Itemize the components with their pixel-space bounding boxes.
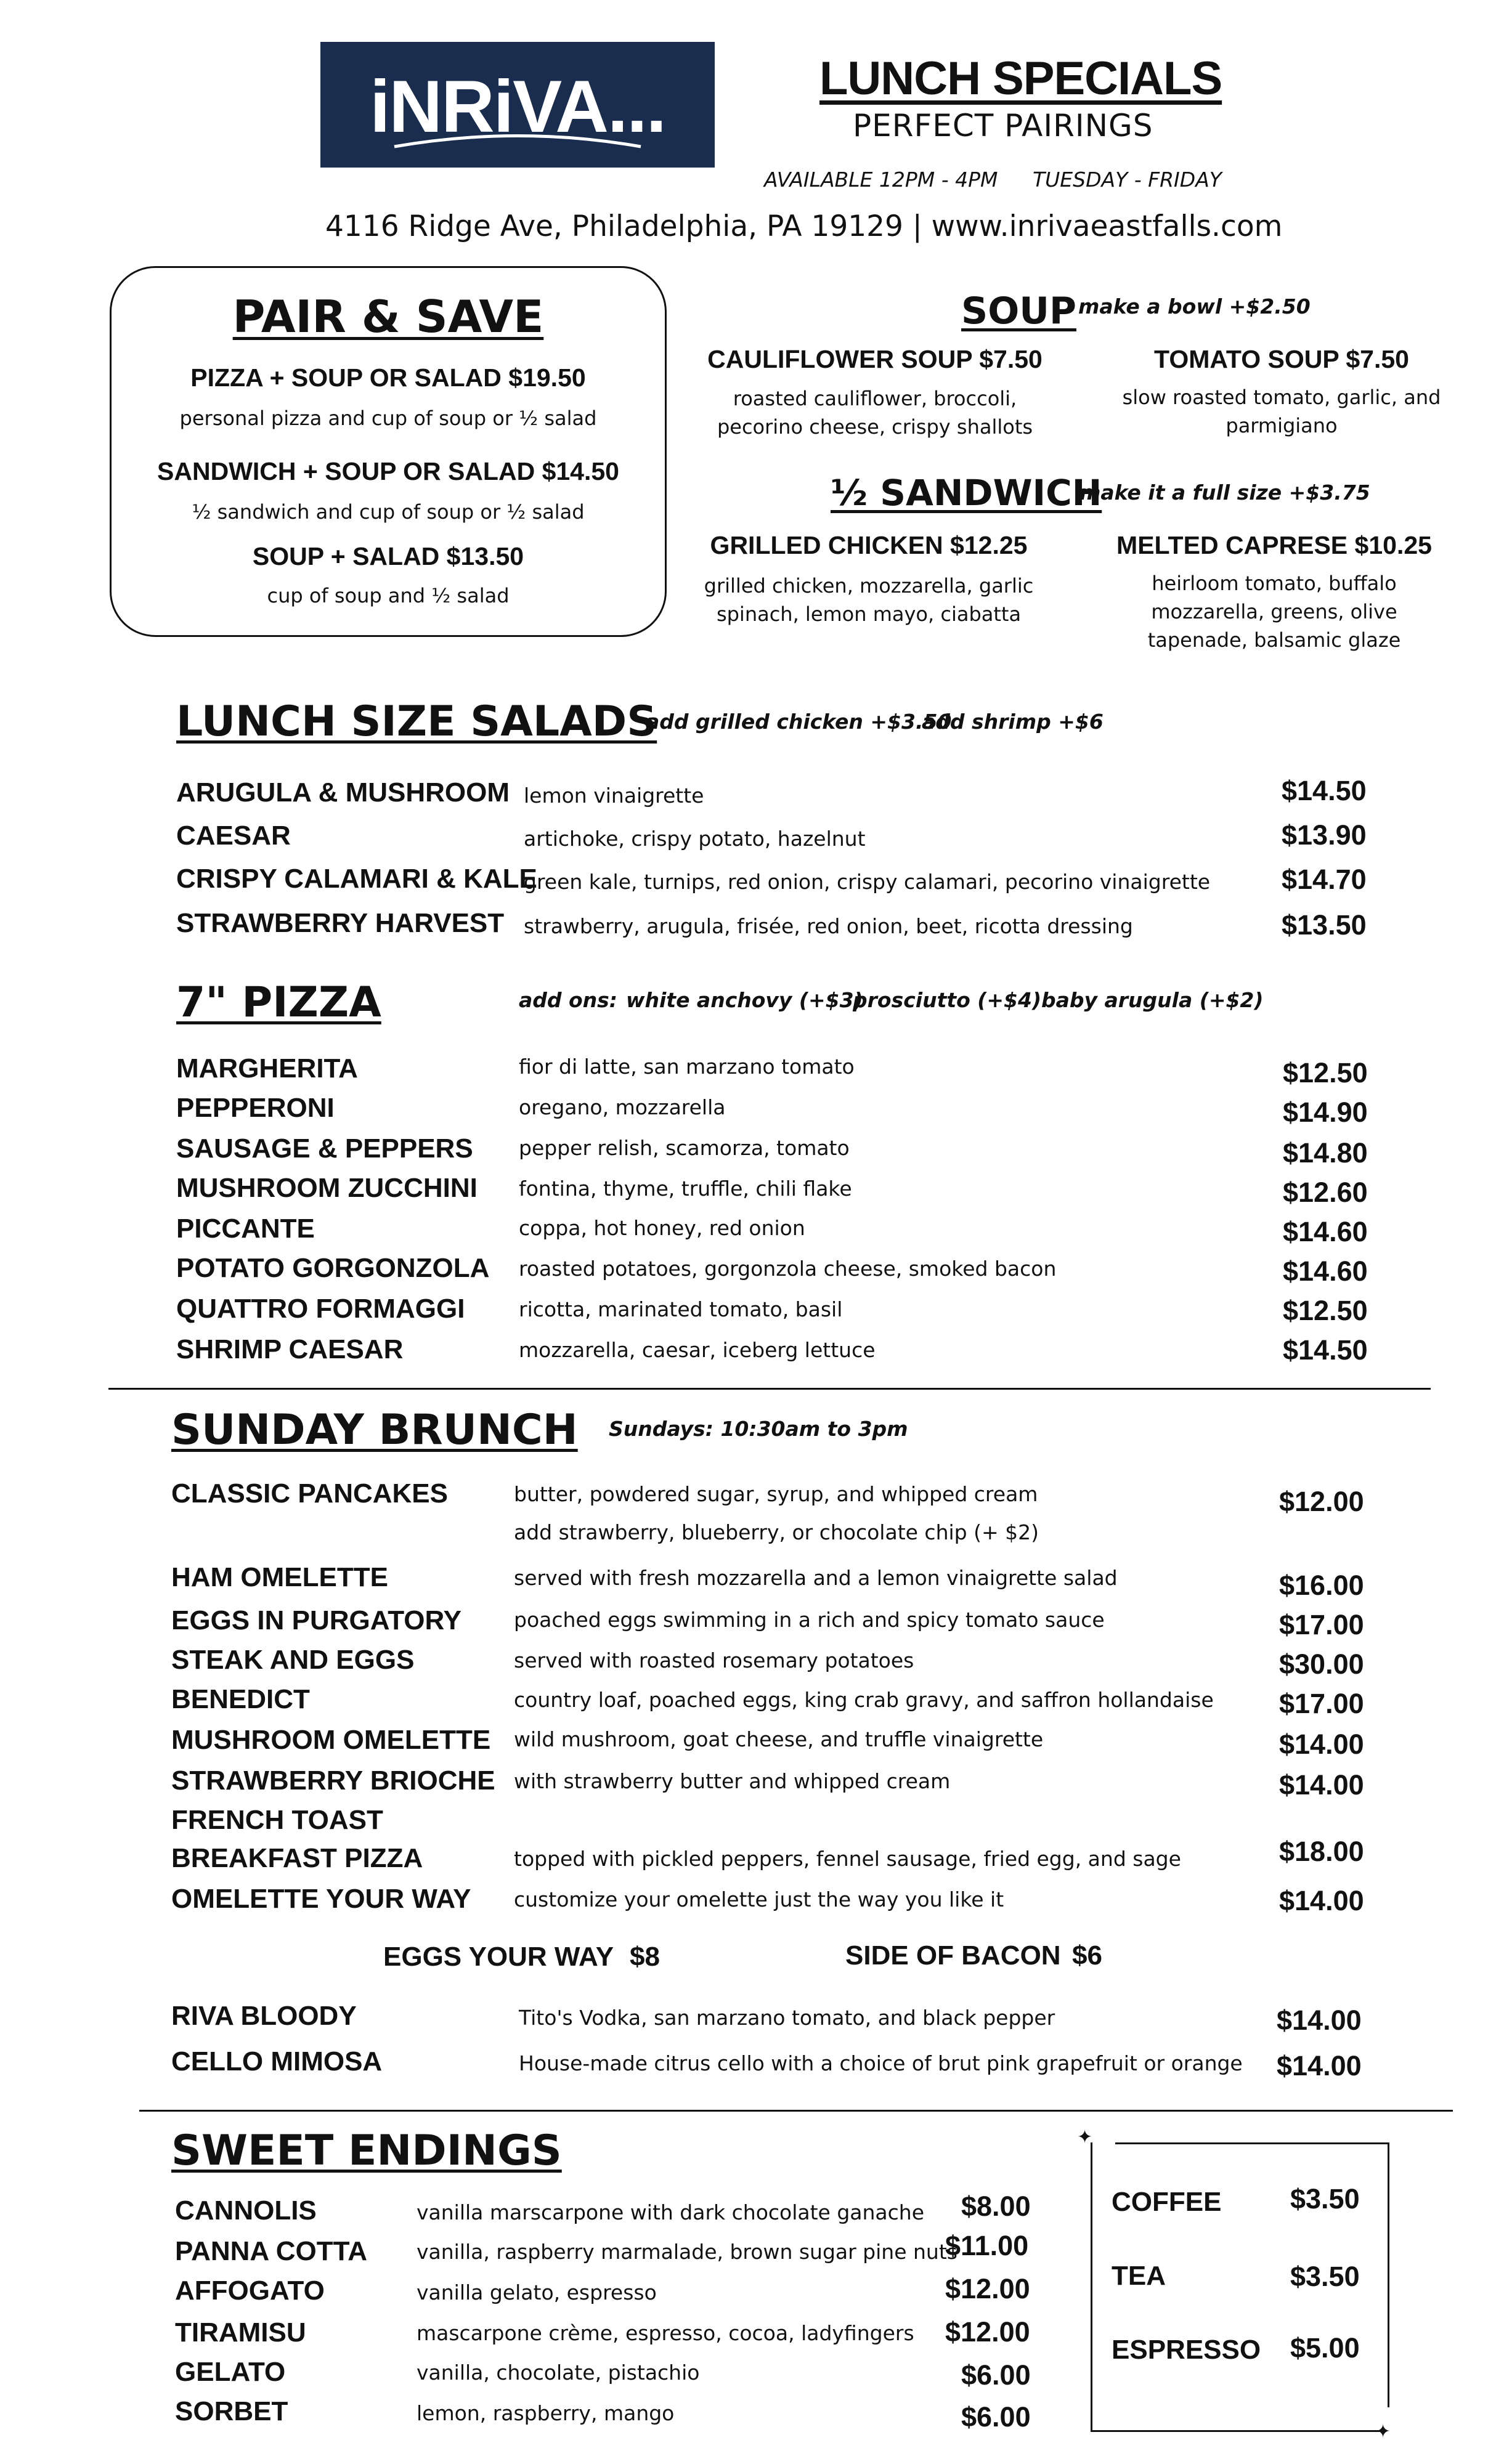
menu-item-name: CLASSIC PANCAKES: [171, 1478, 449, 1509]
menu-item-price: $17.00: [1279, 1609, 1364, 1640]
menu-item-desc: vanilla gelato, espresso: [417, 2280, 657, 2304]
menu-item-price: $12.00: [945, 2316, 1030, 2348]
soup-item-desc: slow roasted tomato, garlic, and: [1122, 386, 1441, 409]
menu-item-desc: strawberry, arugula, frisée, red onion, beet, ricotta dressing: [524, 914, 1133, 938]
logo-wordmark: iNRiVA...: [370, 65, 665, 148]
menu-item-price: $14.60: [1283, 1216, 1368, 1247]
menu-item-price: $8: [630, 1942, 660, 1972]
menu-item-price: $6.00: [961, 2359, 1031, 2391]
menu-item-name: ESPRESSO: [1112, 2335, 1261, 2365]
sandwich-item-desc: mozzarella, greens, olive: [1151, 600, 1397, 623]
sparkle-icon: ✦: [1375, 2421, 1391, 2442]
soup-title: SOUP: [961, 290, 1076, 333]
pair-save-title: PAIR & SAVE: [232, 291, 544, 342]
menu-item-price: $14.80: [1283, 1137, 1368, 1169]
menu-item-price: $14.90: [1283, 1096, 1368, 1128]
menu-item-desc: vanilla, raspberry marmalade, brown sugar pine nuts: [417, 2240, 957, 2264]
address-line: 4116 Ridge Ave, Philadelphia, PA 19129 | www.inrivaeastfalls.com: [325, 209, 1283, 243]
menu-item-price: $18.00: [1279, 1836, 1364, 1867]
pair-item-name: SOUP + SALAD $13.50: [252, 542, 524, 570]
menu-item-price: $6: [1072, 1940, 1102, 1971]
sweet-title: SWEET ENDINGS: [171, 2126, 562, 2175]
menu-item-name: SAUSAGE & PEPPERS: [176, 1133, 473, 1164]
menu-item-name: EGGS YOUR WAY: [383, 1942, 614, 1972]
menu-item-desc: green kale, turnips, red onion, crispy calamari, pecorino vinaigrette: [524, 870, 1211, 894]
page-subtitle: PERFECT PAIRINGS: [853, 108, 1153, 144]
menu-item-desc: roasted potatoes, gorgonzola cheese, smoked bacon: [519, 1257, 1057, 1281]
menu-item-price: $14.70: [1282, 864, 1367, 895]
menu-item-price: $14.50: [1283, 1334, 1368, 1366]
menu-item-price: $14.00: [1277, 2050, 1362, 2081]
menu-item-price: $14.00: [1279, 1885, 1364, 1916]
menu-item-name: STRAWBERRY HARVEST: [176, 908, 505, 938]
salads-note: add shrimp +$6: [922, 710, 1104, 734]
menu-item-price: $14.00: [1277, 2004, 1362, 2036]
sandwich-item-name: MELTED CAPRESE $10.25: [1116, 531, 1432, 559]
menu-item-name: AFFOGATO: [175, 2276, 325, 2306]
menu-item-name: PEPPERONI: [176, 1093, 335, 1123]
box-border-bottom: [1091, 2430, 1381, 2432]
menu-item-name: EGGS IN PURGATORY: [171, 1605, 462, 1635]
menu-item-desc: butter, powdered sugar, syrup, and whipped cream: [514, 1482, 1038, 1506]
menu-item-name: RIVA BLOODY: [171, 2001, 357, 2031]
menu-item-desc: lemon, raspberry, mango: [417, 2401, 675, 2425]
menu-item-name: QUATTRO FORMAGGI: [176, 1294, 465, 1324]
menu-item-name: SIDE OF BACON: [845, 1940, 1061, 1971]
sandwich-title: ½ SANDWICH: [831, 472, 1102, 514]
menu-item-price: $8.00: [961, 2190, 1031, 2222]
menu-item-desc: mascarpone crème, espresso, cocoa, ladyfingers: [417, 2321, 914, 2345]
menu-item-name: SORBET: [175, 2396, 288, 2426]
menu-item-desc: fontina, thyme, truffle, chili flake: [519, 1177, 852, 1201]
menu-item-name: STEAK AND EGGS: [171, 1645, 415, 1675]
pizza-addons-label: add ons:: [519, 988, 618, 1012]
menu-item-name: MUSHROOM ZUCCHINI: [176, 1173, 478, 1203]
menu-item-desc: vanilla marscarpone with dark chocolate ganache: [417, 2200, 925, 2224]
soup-item-desc: pecorino cheese, crispy shallots: [717, 415, 1033, 439]
brunch-title: SUNDAY BRUNCH: [171, 1406, 578, 1454]
available-days: TUESDAY - FRIDAY: [1033, 168, 1222, 192]
sparkle-icon: ✦: [1077, 2126, 1093, 2148]
pizza-addon: prosciutto (+$4): [853, 988, 1042, 1012]
menu-item-name: BREAKFAST PIZZA: [171, 1843, 423, 1873]
menu-item-name: PANNA COTTA: [175, 2236, 368, 2266]
menu-item-desc: Tito's Vodka, san marzano tomato, and black pepper: [519, 2006, 1055, 2030]
menu-item-price: $12.00: [945, 2273, 1030, 2304]
soup-item-name: CAULIFLOWER SOUP $7.50: [707, 345, 1043, 373]
menu-item-desc: lemon vinaigrette: [524, 784, 704, 808]
menu-item-name: OMELETTE YOUR WAY: [171, 1884, 471, 1914]
pair-item-desc: cup of soup and ½ salad: [267, 584, 510, 607]
salads-note: add grilled chicken +$3.50: [646, 710, 952, 734]
menu-item-name: ARUGULA & MUSHROOM: [176, 777, 510, 808]
menu-item-desc: customize your omelette just the way you like it: [514, 1887, 1004, 1911]
menu-item-desc: served with fresh mozzarella and a lemon vinaigrette salad: [514, 1566, 1118, 1590]
menu-item-desc: wild mushroom, goat cheese, and truffle vinaigrette: [514, 1727, 1044, 1751]
pair-save-section: [110, 291, 667, 342]
brunch-note: Sundays: 10:30am to 3pm: [609, 1417, 908, 1441]
menu-item-price: $12.00: [1279, 1486, 1364, 1517]
menu-item-price: $6.00: [961, 2401, 1031, 2433]
menu-item-price: $14.50: [1282, 775, 1367, 806]
sandwich-note: make it a full size +$3.75: [1079, 480, 1370, 505]
menu-item-name: PICCANTE: [176, 1214, 315, 1244]
available-hours: AVAILABLE 12PM - 4PM: [764, 168, 998, 192]
pizza-title: 7" PIZZA: [176, 978, 381, 1027]
menu-item-desc: country loaf, poached eggs, king crab gravy, and saffron hollandaise: [514, 1688, 1214, 1712]
menu-item-name: GELATO: [175, 2357, 286, 2387]
pizza-addon: white anchovy (+$3): [626, 988, 863, 1012]
pair-item-desc: ½ sandwich and cup of soup or ½ salad: [192, 500, 585, 524]
menu-item-price: $14.00: [1279, 1769, 1364, 1801]
menu-item-price: $30.00: [1279, 1648, 1364, 1680]
menu-item-desc: oregano, mozzarella: [519, 1095, 726, 1119]
menu-item-price: $12.60: [1283, 1177, 1368, 1208]
box-border-right: [1388, 2142, 1389, 2407]
menu-item-price: $3.50: [1290, 2261, 1360, 2292]
menu-item-price: $14.00: [1279, 1728, 1364, 1760]
menu-item-name: HAM OMELETTE: [171, 1562, 388, 1592]
menu-item-desc: House-made citrus cello with a choice of brut pink grapefruit or orange: [519, 2051, 1243, 2075]
menu-item-desc: artichoke, crispy potato, hazelnut: [524, 827, 866, 851]
menu-item-price: $12.50: [1283, 1295, 1368, 1326]
menu-item-price: $11.00: [945, 2230, 1029, 2261]
menu-item-desc: add strawberry, blueberry, or chocolate chip (+ $2): [514, 1520, 1039, 1544]
menu-item-desc: ricotta, marinated tomato, basil: [519, 1297, 843, 1321]
box-border-left: [1091, 2142, 1092, 2432]
sandwich-item-desc: spinach, lemon mayo, ciabatta: [716, 602, 1022, 626]
menu-item-desc: pepper relish, scamorza, tomato: [519, 1136, 850, 1160]
sandwich-item-desc: tapenade, balsamic glaze: [1147, 628, 1401, 652]
menu-item-desc: with strawberry butter and whipped cream: [514, 1769, 951, 1793]
menu-item-desc: fior di latte, san marzano tomato: [519, 1055, 855, 1079]
soup-item-desc: parmigiano: [1226, 414, 1338, 437]
menu-item-name: COFFEE: [1112, 2187, 1222, 2217]
pizza-addon: baby arugula (+$2): [1041, 988, 1264, 1012]
soup-item-desc: roasted cauliflower, broccoli,: [733, 387, 1017, 410]
menu-item-price: $3.50: [1290, 2183, 1360, 2215]
section-divider: [108, 1388, 1431, 1390]
page-title: LUNCH SPECIALS: [819, 52, 1222, 105]
salads-title: LUNCH SIZE SALADS: [176, 697, 657, 746]
menu-item-price: $17.00: [1279, 1688, 1364, 1719]
section-divider: [139, 2110, 1453, 2112]
menu-item-desc: coppa, hot honey, red onion: [519, 1216, 805, 1240]
pair-item-desc: personal pizza and cup of soup or ½ salad: [179, 407, 597, 430]
menu-item-name: CANNOLIS: [175, 2195, 317, 2226]
menu-item-price: $14.60: [1283, 1255, 1368, 1287]
menu-item-name: CRISPY CALAMARI & KALE: [176, 864, 537, 894]
menu-item-name: CELLO MIMOSA: [171, 2046, 383, 2077]
menu-item-name: STRAWBERRY BRIOCHE: [171, 1765, 495, 1796]
pair-item-name: SANDWICH + SOUP OR SALAD $14.50: [157, 457, 619, 485]
menu-item-desc: topped with pickled peppers, fennel sausage, fried egg, and sage: [514, 1847, 1181, 1871]
sandwich-item-name: GRILLED CHICKEN $12.25: [710, 531, 1028, 559]
pair-item-name: PIZZA + SOUP OR SALAD $19.50: [190, 363, 586, 392]
menu-item-name: TEA: [1112, 2261, 1166, 2291]
soup-item-name: TOMATO SOUP $7.50: [1154, 345, 1409, 373]
sandwich-item-desc: grilled chicken, mozzarella, garlic: [704, 574, 1034, 598]
menu-item-name: SHRIMP CAESAR: [176, 1334, 404, 1364]
menu-item-desc: mozzarella, caesar, iceberg lettuce: [519, 1338, 876, 1362]
menu-item-name: BENEDICT: [171, 1684, 310, 1714]
restaurant-logo: [320, 42, 715, 168]
menu-item-name: MARGHERITA: [176, 1053, 358, 1084]
menu-item-price: $12.50: [1283, 1057, 1368, 1088]
soup-note: make a bowl +$2.50: [1078, 294, 1311, 318]
menu-item-name: MUSHROOM OMELETTE: [171, 1725, 491, 1755]
menu-item-name: POTATO GORGONZOLA: [176, 1253, 490, 1283]
menu-item-price: $13.90: [1282, 819, 1367, 851]
menu-item-name: TIRAMISU: [175, 2317, 306, 2348]
box-border-top: [1115, 2142, 1389, 2144]
menu-item-desc: poached eggs swimming in a rich and spicy tomato sauce: [514, 1608, 1105, 1632]
menu-item-desc: vanilla, chocolate, pistachio: [417, 2361, 700, 2385]
menu-item-price: $5.00: [1290, 2332, 1360, 2364]
logo-artwork: [320, 42, 715, 168]
menu-item-name: FRENCH TOAST: [171, 1805, 383, 1835]
sandwich-item-desc: heirloom tomato, buffalo: [1152, 572, 1397, 595]
menu-item-price: $13.50: [1282, 909, 1367, 941]
menu-item-desc: served with roasted rosemary potatoes: [514, 1648, 914, 1672]
menu-item-name: CAESAR: [176, 821, 291, 851]
menu-item-price: $16.00: [1279, 1570, 1364, 1601]
